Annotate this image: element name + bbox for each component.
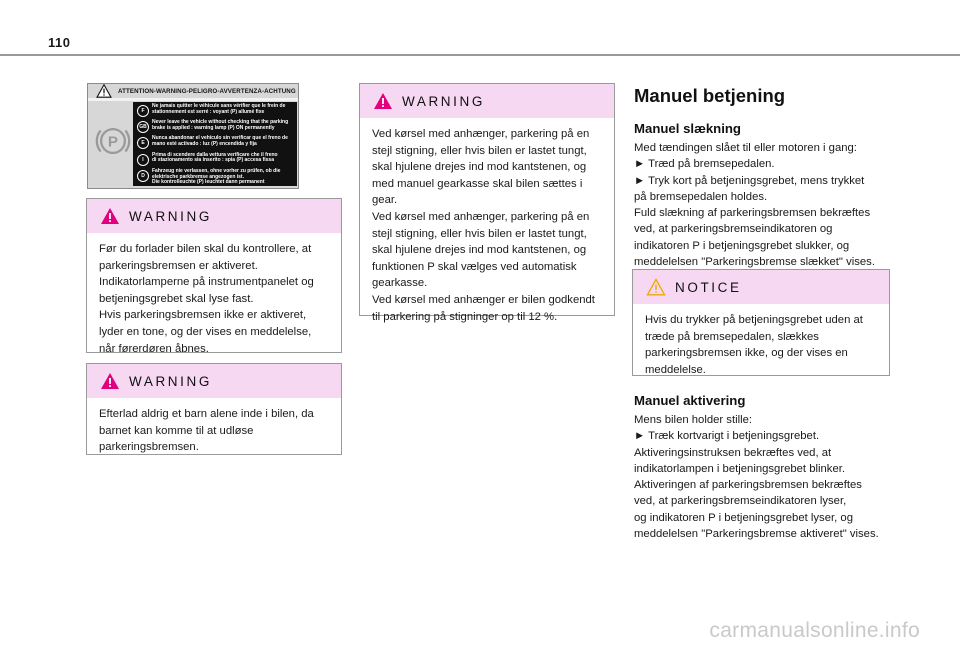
body-line: når førerdøren åbnes.	[99, 342, 209, 355]
section-title: Manuel betjening	[634, 85, 786, 106]
label-row-text: Fahrzeug nie verlassen, ohne vorher zu prüfen, ob die elektrische parkbremse angezogen ist. Die kontrolleuchte (P) leuchtet dann permanent	[152, 167, 281, 186]
body-line: til parkering på stigninger op til 12 %.	[372, 310, 558, 323]
label-row	[137, 104, 295, 120]
parking-brake-icon	[94, 122, 132, 160]
notice-title: NOTICE	[675, 279, 742, 295]
warning-box-leaving-vehicle	[86, 198, 342, 353]
activation-instructions	[634, 412, 904, 542]
body-line: Ved kørsel med anhænger, parkering på en	[372, 128, 590, 140]
body-line: meddelelsen "Parkeringsbremse slækket" vises.	[634, 256, 875, 269]
notice-box-body	[633, 304, 889, 388]
body-line: træde på bremsepedalen, slækkes	[645, 330, 819, 343]
body-line: Efterlad aldrig et barn alene inde i bilen, da	[99, 408, 314, 420]
body-line: Mens bilen holder stille:	[634, 414, 753, 426]
warning-triangle-icon	[100, 372, 120, 390]
notice-box-header	[633, 270, 889, 304]
language-badge: F	[137, 105, 149, 117]
label-header	[88, 84, 298, 98]
body-line: parkeringsbremsen.	[99, 441, 199, 454]
body-line: gearkasse.	[372, 277, 428, 290]
warning-triangle-icon	[373, 92, 393, 110]
body-line: stejl stigning, eller hvis bilen er lastet tungt,	[372, 227, 587, 240]
page-number: 110	[48, 35, 71, 50]
warning-box-body	[360, 118, 614, 335]
body-line: Fuld slækning af parkeringsbremsen bekræftes	[634, 207, 871, 220]
body-line: skal hjulene drejes ind mod kantstenen, og	[372, 244, 587, 257]
body-line: parkeringsbremsen er aktiveret.	[99, 259, 258, 272]
warning-box-child	[86, 363, 342, 455]
body-line: ► Tryk kort på betjeningsgrebet, mens trykket	[634, 174, 865, 187]
body-line: gear.	[372, 194, 398, 207]
warning-box-header	[87, 199, 341, 233]
warning-triangle-icon	[100, 207, 120, 225]
label-row	[137, 136, 295, 152]
label-divider	[88, 98, 298, 101]
body-line: indikatorlampen i betjeningsgrebet blinker.	[634, 462, 846, 475]
warning-title: WARNING	[129, 208, 212, 224]
body-line: på bremsepedalen holdes.	[634, 190, 768, 203]
body-line: Hvis du trykker på betjeningsgrebet uden at	[645, 314, 863, 326]
subsection-heading-activation: Manuel aktivering	[634, 393, 746, 408]
label-row	[137, 169, 295, 185]
subsection-heading-release: Manuel slækning	[634, 121, 741, 136]
svg-text:P: P	[107, 133, 119, 151]
label-row-text: Prima di scendere dalla vettura verificare che il freno di stazionamento sia inserito : spia (P) accesa fissa	[152, 151, 278, 164]
body-line: barnet kan komme til at udløse	[99, 424, 254, 437]
warning-title: WARNING	[402, 93, 485, 109]
body-line: Aktiveringen af parkeringsbremsen bekræftes	[634, 479, 862, 492]
body-line: Ved kørsel med anhænger, parkering på en	[372, 210, 590, 223]
body-line: stejl stigning, eller hvis bilen er lastet tungt,	[372, 144, 587, 157]
language-badge: E	[137, 137, 149, 149]
warning-triangle-icon	[96, 84, 112, 98]
body-line: Aktiveringsinstruksen bekræftes ved, at	[634, 446, 832, 459]
warning-box-trailer-slope	[359, 83, 615, 323]
warning-title: WARNING	[129, 373, 212, 389]
body-line: med manuel gearkasse skal bilen sættes i	[372, 177, 583, 190]
notice-box	[632, 269, 890, 376]
body-line: indikatoren P i betjeningsgrebet slukker, og	[634, 239, 850, 252]
watermark-text: carmanualsonline.info	[709, 619, 920, 642]
body-line: ► Træk kortvarigt i betjeningsgrebet.	[634, 430, 820, 443]
body-line: ved, at parkeringsbremseindikatoren og	[634, 223, 833, 236]
body-line: meddelelse.	[645, 363, 706, 376]
language-badge: D	[137, 170, 149, 182]
body-line: Med tændingen slået til eller motoren i gang:	[634, 142, 857, 154]
warning-box-header	[87, 364, 341, 398]
header-divider	[0, 54, 960, 56]
label-header-text: ATTENTION-WARNING-PELIGRO-AVVERTENZA-ACHTUNG	[118, 87, 296, 95]
language-badge: I	[137, 154, 149, 166]
body-line: betjeningsgrebet skal lyse fast.	[99, 292, 254, 305]
body-line: Indikatorlamperne på instrumentpanelet og	[99, 276, 314, 289]
label-row	[137, 120, 295, 136]
language-badge: GB	[137, 121, 149, 133]
parking-brake-warning-label-image	[87, 83, 299, 189]
body-line: lyder en tone, og der vises en meddelelse,	[99, 325, 312, 338]
body-line: skal hjulene drejes ind mod kantstenen, og	[372, 161, 587, 174]
warning-box-body	[87, 398, 341, 466]
body-line: parkeringsbremsen ikke, og der vises en	[645, 347, 848, 360]
body-line: meddelelsen "Parkeringsbremse aktiveret" vises.	[634, 528, 879, 541]
label-row-text: Never leave the vehicle without checking that the parking brake is applied : warning lamp (P) ON permanently	[152, 119, 289, 131]
body-line: ved, at parkeringsbremseindikatoren lyser,	[634, 495, 847, 508]
body-line: ► Træd på bremsepedalen.	[634, 158, 775, 171]
label-row-text: Ne jamais quitter le véhicule sans vérifier que le frein de stationnement est serré : voyant (P) allumé fixe	[152, 103, 286, 115]
release-instructions	[634, 140, 904, 270]
notice-triangle-icon	[646, 278, 666, 296]
label-row-text: Nunca abandonar el vehículo sin verificar que el freno de mano esté activado : luz (P) encendida y fija	[152, 135, 288, 148]
label-text-panel	[133, 102, 297, 186]
warning-box-body	[87, 233, 341, 367]
body-line: funktionen P skal vælges ved automatisk	[372, 260, 577, 273]
body-line: Ved kørsel med anhænger er bilen godkendt	[372, 293, 595, 306]
body-line: Hvis parkeringsbremsen ikke er aktiveret,	[99, 309, 307, 322]
body-line: Før du forlader bilen skal du kontrollere, at	[99, 243, 312, 255]
label-row	[137, 153, 295, 169]
body-line: og indikatoren P i betjeningsgrebet lyser, og	[634, 511, 853, 524]
warning-box-header	[360, 84, 614, 118]
